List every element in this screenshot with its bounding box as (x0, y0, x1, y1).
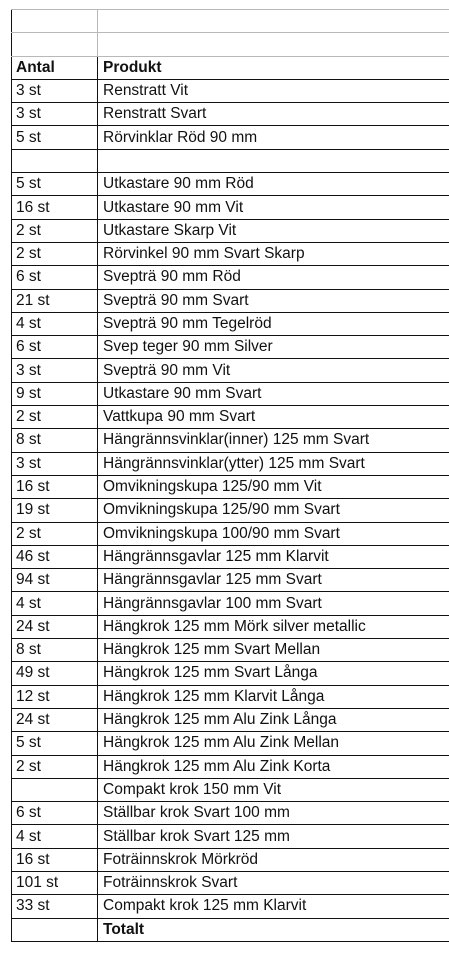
product-cell[interactable]: Svepträ 90 mm Tegelröd (98, 312, 449, 335)
product-cell[interactable]: Svep teger 90 mm Silver (98, 336, 449, 359)
qty-cell[interactable]: 8 st (12, 429, 98, 452)
table-row (12, 662, 449, 685)
product-cell[interactable]: Rörvinklar Röd 90 mm (98, 126, 449, 149)
total-row (12, 918, 449, 941)
table-row (12, 359, 449, 382)
qty-cell[interactable]: 9 st (12, 382, 98, 405)
table-row (12, 336, 449, 359)
product-cell[interactable]: Ställbar krok Svart 125 mm (98, 825, 449, 848)
qty-cell[interactable]: 16 st (12, 196, 98, 219)
qty-cell[interactable]: 2 st (12, 522, 98, 545)
table-row (12, 895, 449, 918)
qty-cell[interactable]: 16 st (12, 475, 98, 498)
table-row (12, 289, 449, 312)
qty-cell[interactable]: 6 st (12, 266, 98, 289)
table-row (12, 406, 449, 429)
product-cell[interactable]: Hängkrok 125 mm Svart Långa (98, 662, 449, 685)
product-cell[interactable] (98, 149, 449, 172)
product-cell[interactable]: Svepträ 90 mm Vit (98, 359, 449, 382)
product-cell[interactable]: Hängrännsvinklar(inner) 125 mm Svart (98, 429, 449, 452)
cell[interactable] (98, 10, 449, 33)
header-product[interactable]: Produkt (98, 56, 449, 79)
qty-cell[interactable]: 2 st (12, 755, 98, 778)
table-row (12, 499, 449, 522)
qty-cell[interactable]: 16 st (12, 848, 98, 871)
table-row (12, 732, 449, 755)
product-cell[interactable]: Omvikningskupa 125/90 mm Vit (98, 475, 449, 498)
qty-cell[interactable]: 46 st (12, 545, 98, 568)
blank-row (12, 33, 449, 56)
product-cell[interactable]: Vattkupa 90 mm Svart (98, 406, 449, 429)
product-cell[interactable]: Compakt krok 150 mm Vit (98, 778, 449, 801)
qty-cell[interactable]: 101 st (12, 871, 98, 894)
qty-cell[interactable]: 3 st (12, 452, 98, 475)
qty-cell[interactable]: 3 st (12, 79, 98, 102)
qty-cell[interactable]: 24 st (12, 708, 98, 731)
table-row (12, 569, 449, 592)
qty-cell[interactable]: 19 st (12, 499, 98, 522)
qty-cell[interactable]: 2 st (12, 242, 98, 265)
product-cell[interactable]: Foträinnskrok Svart (98, 871, 449, 894)
product-cell[interactable]: Hängkrok 125 mm Alu Zink Långa (98, 708, 449, 731)
qty-cell[interactable]: 2 st (12, 219, 98, 242)
product-cell[interactable]: Hängkrok 125 mm Alu Zink Mellan (98, 732, 449, 755)
product-cell[interactable]: Hängkrok 125 mm Mörk silver metallic (98, 615, 449, 638)
qty-cell[interactable]: 5 st (12, 126, 98, 149)
table-row (12, 592, 449, 615)
table-row (12, 685, 449, 708)
cell[interactable] (12, 10, 98, 33)
blank-row (12, 10, 449, 33)
product-cell[interactable]: Utkastare 90 mm Svart (98, 382, 449, 405)
qty-cell[interactable]: 12 st (12, 685, 98, 708)
spreadsheet (11, 9, 449, 942)
qty-cell[interactable]: 5 st (12, 173, 98, 196)
product-cell[interactable]: Foträinnskrok Mörkröd (98, 848, 449, 871)
product-cell[interactable]: Utkastare Skarp Vit (98, 219, 449, 242)
table-row (12, 615, 449, 638)
table-row (12, 103, 449, 126)
product-cell[interactable]: Hängrännsgavlar 125 mm Svart (98, 569, 449, 592)
table-row (12, 639, 449, 662)
qty-cell[interactable]: 8 st (12, 639, 98, 662)
table-row (12, 871, 449, 894)
product-cell[interactable]: Hängkrok 125 mm Alu Zink Korta (98, 755, 449, 778)
qty-cell[interactable]: 4 st (12, 825, 98, 848)
table-row (12, 825, 449, 848)
table-row (12, 79, 449, 102)
product-cell[interactable]: Hängrännsgavlar 100 mm Svart (98, 592, 449, 615)
table-row (12, 266, 449, 289)
qty-cell[interactable]: 6 st (12, 802, 98, 825)
product-cell[interactable]: Ställbar krok Svart 100 mm (98, 802, 449, 825)
table-row (12, 755, 449, 778)
qty-cell[interactable]: 2 st (12, 406, 98, 429)
product-cell[interactable]: Utkastare 90 mm Röd (98, 173, 449, 196)
qty-cell[interactable]: 49 st (12, 662, 98, 685)
table-row (12, 452, 449, 475)
header-row (12, 56, 449, 79)
qty-cell[interactable]: 3 st (12, 103, 98, 126)
cell[interactable] (98, 33, 449, 56)
table-row (12, 802, 449, 825)
qty-cell[interactable]: 5 st (12, 732, 98, 755)
table-row (12, 173, 449, 196)
qty-cell[interactable]: 3 st (12, 359, 98, 382)
product-cell[interactable]: Hängrännsvinklar(ytter) 125 mm Svart (98, 452, 449, 475)
table-row (12, 149, 449, 172)
qty-cell[interactable] (12, 149, 98, 172)
header-qty[interactable]: Antal (12, 56, 98, 79)
table-row (12, 708, 449, 731)
product-cell[interactable]: Hängrännsgavlar 125 mm Klarvit (98, 545, 449, 568)
product-cell[interactable]: Compakt krok 125 mm Klarvit (98, 895, 449, 918)
qty-cell[interactable]: 24 st (12, 615, 98, 638)
table-row (12, 778, 449, 801)
table-row (12, 242, 449, 265)
product-cell[interactable]: Hängkrok 125 mm Svart Mellan (98, 639, 449, 662)
table-body (12, 10, 449, 942)
qty-cell[interactable]: 21 st (12, 289, 98, 312)
product-cell[interactable]: Hängkrok 125 mm Klarvit Långa (98, 685, 449, 708)
qty-cell[interactable]: 6 st (12, 336, 98, 359)
total-label[interactable]: Totalt (98, 918, 449, 941)
qty-cell[interactable]: 94 st (12, 569, 98, 592)
qty-cell[interactable]: 33 st (12, 895, 98, 918)
product-table (11, 9, 449, 942)
total-qty-cell[interactable] (12, 918, 98, 941)
table-row (12, 219, 449, 242)
table-row (12, 196, 449, 219)
table-row (12, 522, 449, 545)
table-row (12, 429, 449, 452)
product-cell[interactable]: Svepträ 90 mm Röd (98, 266, 449, 289)
qty-cell[interactable]: 4 st (12, 312, 98, 335)
product-cell[interactable]: Utkastare 90 mm Vit (98, 196, 449, 219)
table-row (12, 475, 449, 498)
product-cell[interactable]: Omvikningskupa 100/90 mm Svart (98, 522, 449, 545)
table-row (12, 126, 449, 149)
table-row (12, 382, 449, 405)
product-cell[interactable]: Renstratt Vit (98, 79, 449, 102)
product-cell[interactable]: Omvikningskupa 125/90 mm Svart (98, 499, 449, 522)
cell[interactable] (12, 33, 98, 56)
product-cell[interactable]: Renstratt Svart (98, 103, 449, 126)
qty-cell[interactable] (12, 778, 98, 801)
qty-cell[interactable]: 4 st (12, 592, 98, 615)
table-row (12, 848, 449, 871)
table-row (12, 545, 449, 568)
product-cell[interactable]: Svepträ 90 mm Svart (98, 289, 449, 312)
table-row (12, 312, 449, 335)
product-cell[interactable]: Rörvinkel 90 mm Svart Skarp (98, 242, 449, 265)
